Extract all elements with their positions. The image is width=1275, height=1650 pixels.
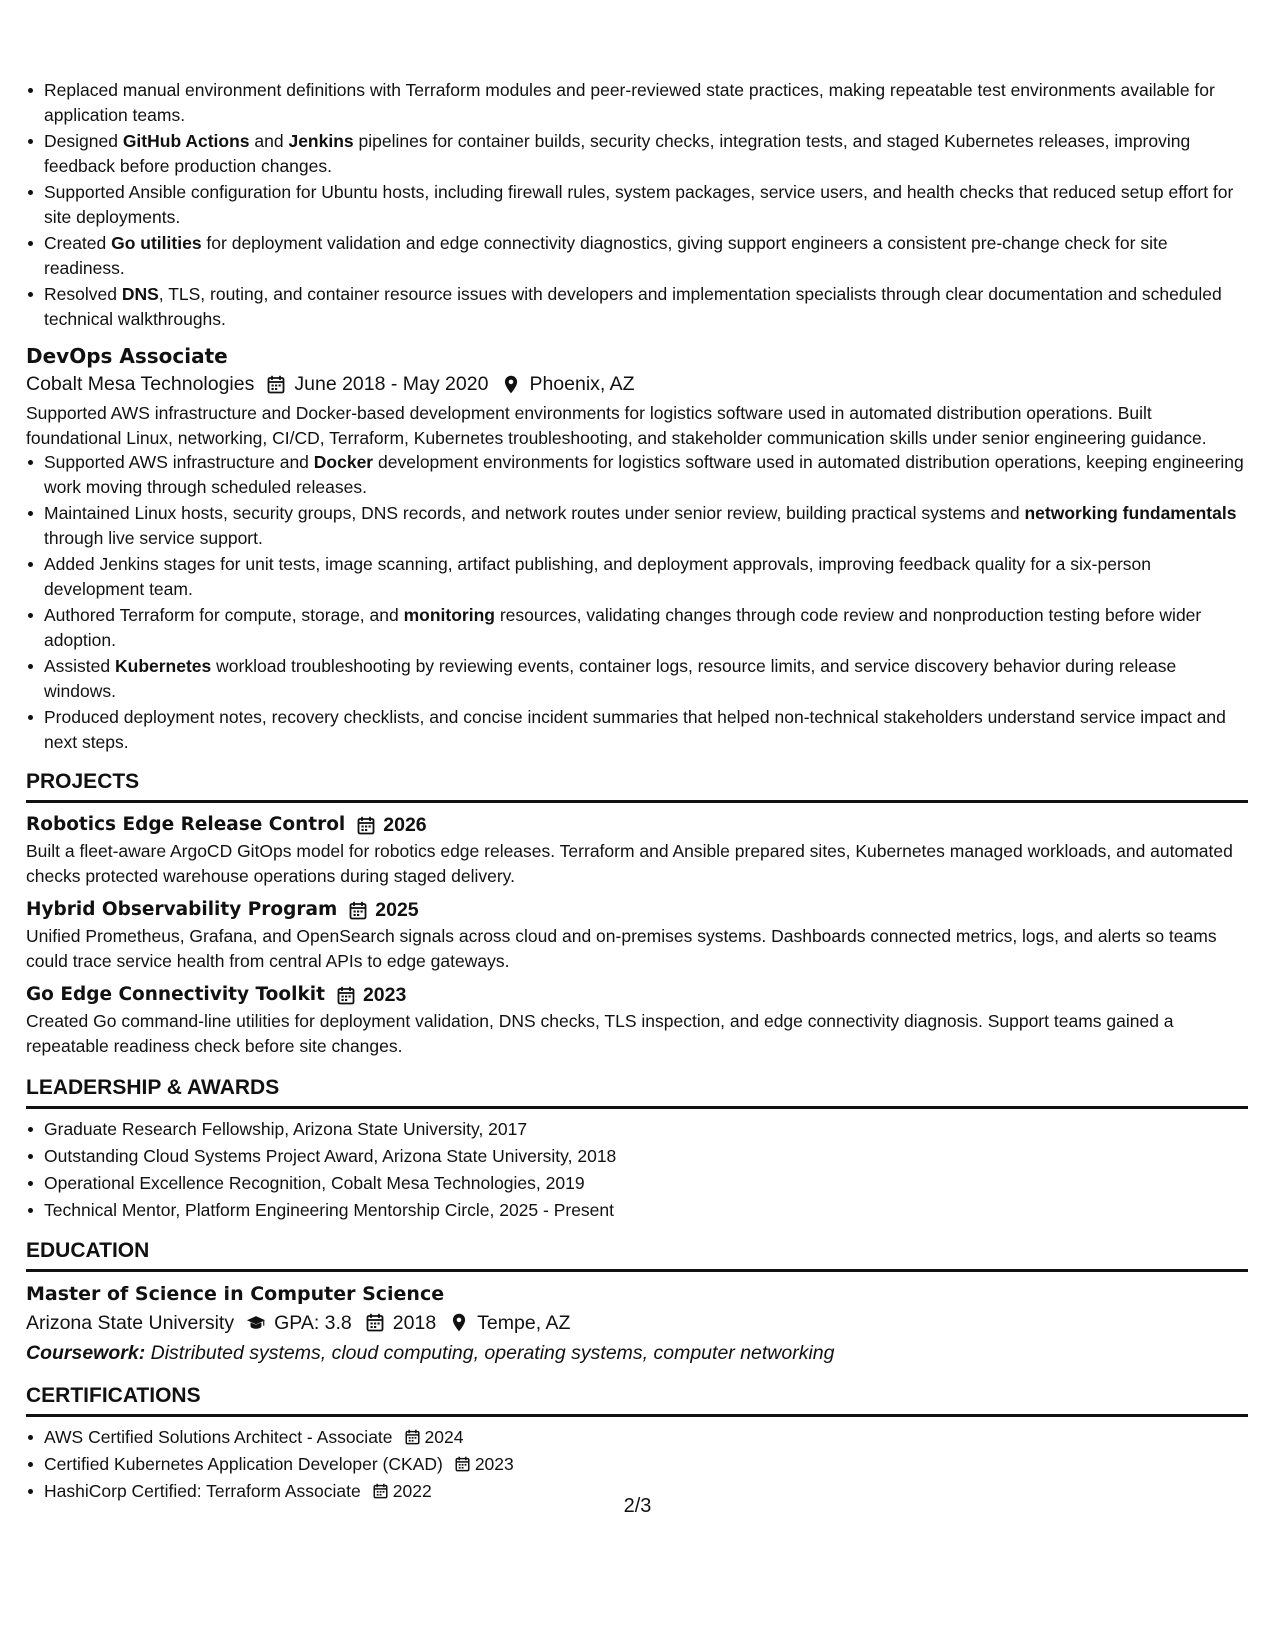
project-title-row xyxy=(26,896,1248,924)
previous-role-bullets xyxy=(26,78,1248,331)
body-text: and xyxy=(249,131,289,151)
body-text: , TLS, routing, and container resource issues with developers and implementation specialists through clear documentation and scheduled technical walkthroughs. xyxy=(44,284,1222,329)
project-year: 2026 xyxy=(383,814,427,836)
project-item xyxy=(26,981,1248,1058)
certifications-list xyxy=(26,1425,1248,1504)
calendar-icon xyxy=(365,1313,385,1333)
list-item: Operational Excellence Recognition, Cobalt Mesa Technologies, 2019 xyxy=(26,1171,1248,1196)
body-text: Replaced manual environment definitions with Terraform modules and peer-reviewed state practices, making repeatable test environments available for application teams. xyxy=(44,80,1215,125)
list-item xyxy=(26,180,1248,229)
project-title: Robotics Edge Release Control xyxy=(26,814,346,835)
list-item: Technical Mentor, Platform Engineering Mentorship Circle, 2025 - Present xyxy=(26,1198,1248,1223)
emphasis-text: monitoring xyxy=(403,605,495,625)
list-item xyxy=(26,552,1248,601)
list-item xyxy=(26,654,1248,703)
body-text: development environments for logistics software used in automated distribution operations, keeping engineering work moving through scheduled releases. xyxy=(44,452,1244,497)
leadership-list xyxy=(26,1117,1248,1223)
education-meta xyxy=(26,1308,1248,1338)
body-text: Authored Terraform for compute, storage, and xyxy=(44,605,404,625)
list-item xyxy=(26,78,1248,127)
body-text: workload troubleshooting by reviewing events, container logs, resource limits, and service discovery behavior during release windows. xyxy=(44,656,1177,701)
project-title: Hybrid Observability Program xyxy=(26,899,338,920)
list-item: Graduate Research Fellowship, Arizona State University, 2017 xyxy=(26,1117,1248,1142)
body-text: for deployment validation and edge connectivity diagnostics, giving support engineers a consistent pre-change check for site readiness. xyxy=(44,233,1168,278)
project-description: Built a fleet-aware ArgoCD GitOps model for robotics edge releases. Terraform and Ansible prepared sites, Kubernetes managed workloads, and automated checks protected warehouse operations during staged delivery. xyxy=(26,841,1233,886)
list-item xyxy=(26,231,1248,280)
emphasis-text: Jenkins xyxy=(288,131,354,151)
job-title: DevOps Associate xyxy=(26,344,228,368)
gpa: GPA: 3.8 xyxy=(274,1311,352,1334)
body-text: Supported AWS infrastructure and xyxy=(44,452,314,472)
cert-year: 2022 xyxy=(392,1480,432,1501)
body-text: Produced deployment notes, recovery checklists, and concise incident summaries that helped non-technical stakeholders understand service impact and next steps. xyxy=(44,707,1226,752)
coursework-list: Distributed systems, cloud computing, operating systems, computer networking xyxy=(145,1341,835,1364)
body-text: Resolved xyxy=(44,284,122,304)
project-year: 2023 xyxy=(362,984,407,1006)
calendar-icon xyxy=(455,1456,471,1472)
company-name: Cobalt Mesa Technologies xyxy=(26,373,255,395)
project-title: Go Edge Connectivity Toolkit xyxy=(26,984,325,1005)
list-item xyxy=(26,603,1248,652)
job-dates: June 2018 - May 2020 xyxy=(294,373,489,395)
calendar-icon xyxy=(349,900,369,920)
list-item xyxy=(26,129,1248,178)
calendar-icon xyxy=(357,815,377,835)
resume-page xyxy=(26,78,1248,1506)
emphasis-text: GitHub Actions xyxy=(122,131,250,151)
coursework-label: Coursework: xyxy=(26,1341,146,1364)
list-item xyxy=(26,1425,1248,1450)
cert-year: 2023 xyxy=(474,1453,514,1474)
cert-name: Certified Kubernetes Application Developer (CKAD) xyxy=(44,1453,443,1474)
emphasis-text: Go utilities xyxy=(111,233,202,253)
body-text: Created xyxy=(44,233,112,253)
projects-heading: PROJECTS xyxy=(26,768,1248,803)
list-item xyxy=(26,282,1248,331)
project-year: 2025 xyxy=(375,899,419,921)
calendar-icon xyxy=(337,985,357,1005)
project-title-row xyxy=(26,981,1248,1009)
school-name: Arizona State University xyxy=(26,1311,235,1334)
project-description: Unified Prometheus, Grafana, and OpenSearch signals across cloud and on-premises systems. Dashboards connected metrics, logs, and alerts so teams could trace service health from central APIs to edge gateways. xyxy=(26,926,1217,971)
list-item xyxy=(26,501,1248,550)
school-location: Tempe, AZ xyxy=(477,1311,571,1334)
body-text: resources, validating changes through code review and nonproduction testing before wider adoption. xyxy=(44,605,1202,650)
emphasis-text: Kubernetes xyxy=(115,656,212,676)
emphasis-text: DNS xyxy=(121,284,159,304)
graduation-cap-icon xyxy=(246,1313,266,1333)
leadership-heading: LEADERSHIP & AWARDS xyxy=(26,1074,1248,1109)
degree-title: Master of Science in Computer Science xyxy=(26,1282,445,1305)
body-text: Supported Ansible configuration for Ubuntu hosts, including firewall rules, system packages, service users, and health checks that reduced setup effort for site deployments. xyxy=(44,182,1234,227)
body-text: through live service support. xyxy=(44,527,263,548)
emphasis-text: Docker xyxy=(313,452,374,472)
project-item xyxy=(26,811,1248,888)
page-number: 2/3 xyxy=(623,1495,652,1517)
body-text: Designed xyxy=(44,131,123,151)
body-text: Maintained Linux hosts, security groups, DNS records, and network routes under senior review, building practical systems and xyxy=(44,503,1025,523)
list-item: Outstanding Cloud Systems Project Award, Arizona State University, 2018 xyxy=(26,1144,1248,1169)
cert-year: 2024 xyxy=(424,1426,464,1447)
body-text: Assisted xyxy=(44,656,115,676)
job-summary: Supported AWS infrastructure and Docker-based development environments for logistics software used in automated distribution operations. Built foundational Linux, networking, CI/CD, Terraform, Kubernetes troubleshooting, and stakeholder communication skills under senior engineering guidance. xyxy=(26,403,1207,448)
emphasis-text: networking fundamentals xyxy=(1024,503,1237,523)
map-pin-icon xyxy=(449,1313,469,1333)
cert-name: HashiCorp Certified: Terraform Associate xyxy=(44,1480,361,1501)
map-pin-icon xyxy=(501,374,521,394)
calendar-icon xyxy=(405,1429,421,1445)
graduation-year: 2018 xyxy=(392,1311,437,1334)
list-item xyxy=(26,705,1248,754)
list-item xyxy=(26,1452,1248,1477)
coursework xyxy=(26,1338,1248,1368)
list-item xyxy=(26,450,1248,499)
calendar-icon xyxy=(266,374,286,394)
job-bullets xyxy=(26,450,1248,754)
certifications-heading: CERTIFICATIONS xyxy=(26,1382,1248,1417)
project-item xyxy=(26,896,1248,973)
education-heading: EDUCATION xyxy=(26,1237,1248,1272)
job-location: Phoenix, AZ xyxy=(529,373,635,395)
job-meta xyxy=(26,369,1248,399)
body-text: pipelines for container builds, security checks, integration tests, and staged Kubernetes releases, improving feedback before production changes. xyxy=(44,131,1191,176)
cert-name: AWS Certified Solutions Architect - Associate xyxy=(44,1426,393,1447)
project-description: Created Go command-line utilities for deployment validation, DNS checks, TLS inspection, and edge connectivity diagnosis. Support teams gained a repeatable readiness check before site changes. xyxy=(26,1011,1174,1056)
project-title-row xyxy=(26,811,1248,839)
body-text: Added Jenkins stages for unit tests, image scanning, artifact publishing, and deployment approvals, improving feedback quality for a six-person development team. xyxy=(44,554,1152,599)
